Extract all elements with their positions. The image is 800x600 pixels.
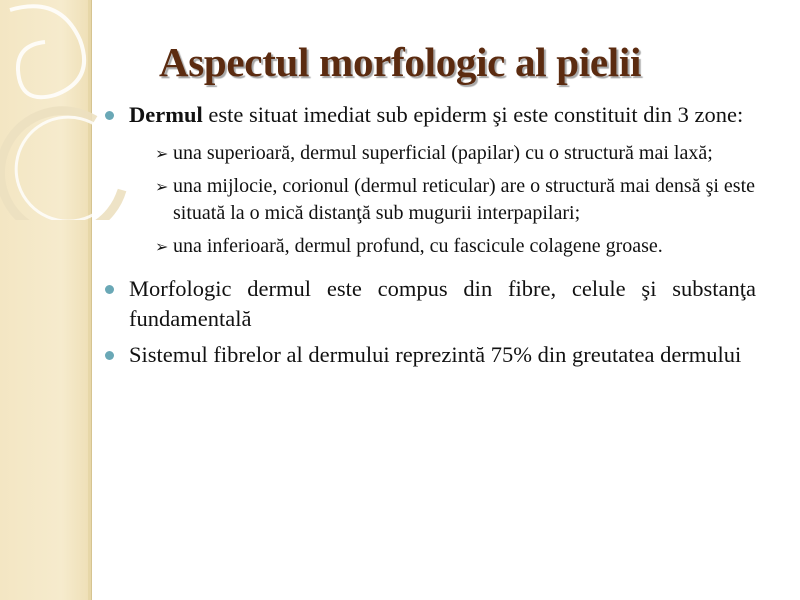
bullet-text: Morfologic dermul este compus din fibre, celule şi substanţa fundamentală bbox=[129, 276, 756, 331]
sub-bullet-mijlocie bbox=[104, 173, 756, 227]
sub-list bbox=[104, 140, 756, 260]
bullet-dot bbox=[105, 285, 114, 294]
bullet-text: este situat imediat sub epiderm şi este constituit din 3 zone: bbox=[202, 102, 744, 127]
sub-bullet-text: una mijlocie, corionul (dermul reticular) are o structură mai densă şi este situată la o mică distanţă sub mugurii interpapilari; bbox=[173, 175, 756, 224]
sub-bullet-text: una inferioară, dermul profund, cu fascicule colagene groase. bbox=[173, 235, 663, 257]
arrow-bullet-icon: ➢ bbox=[155, 177, 169, 196]
sub-bullet-superioara bbox=[104, 140, 756, 167]
sub-bullet-inferioara bbox=[104, 233, 756, 260]
arrow-bullet-icon: ➢ bbox=[155, 144, 169, 163]
bullet-dot bbox=[105, 351, 114, 360]
bullet-sistemul-fibrelor bbox=[104, 340, 756, 370]
bullet-dot bbox=[105, 111, 114, 120]
bold-term: Dermul bbox=[129, 102, 203, 127]
arrow-bullet-icon: ➢ bbox=[155, 237, 169, 256]
slide-title: Aspectul morfologic al pielii bbox=[158, 39, 642, 85]
slide-content bbox=[104, 100, 756, 376]
bullet-text: Sistemul fibrelor al dermului reprezintă 75% din greutatea dermului bbox=[129, 342, 742, 367]
sub-bullet-text: una superioară, dermul superficial (papilar) cu o structură mai laxă; bbox=[173, 142, 713, 164]
bullet-dermul bbox=[104, 100, 756, 130]
bullet-morfologic bbox=[104, 274, 756, 334]
